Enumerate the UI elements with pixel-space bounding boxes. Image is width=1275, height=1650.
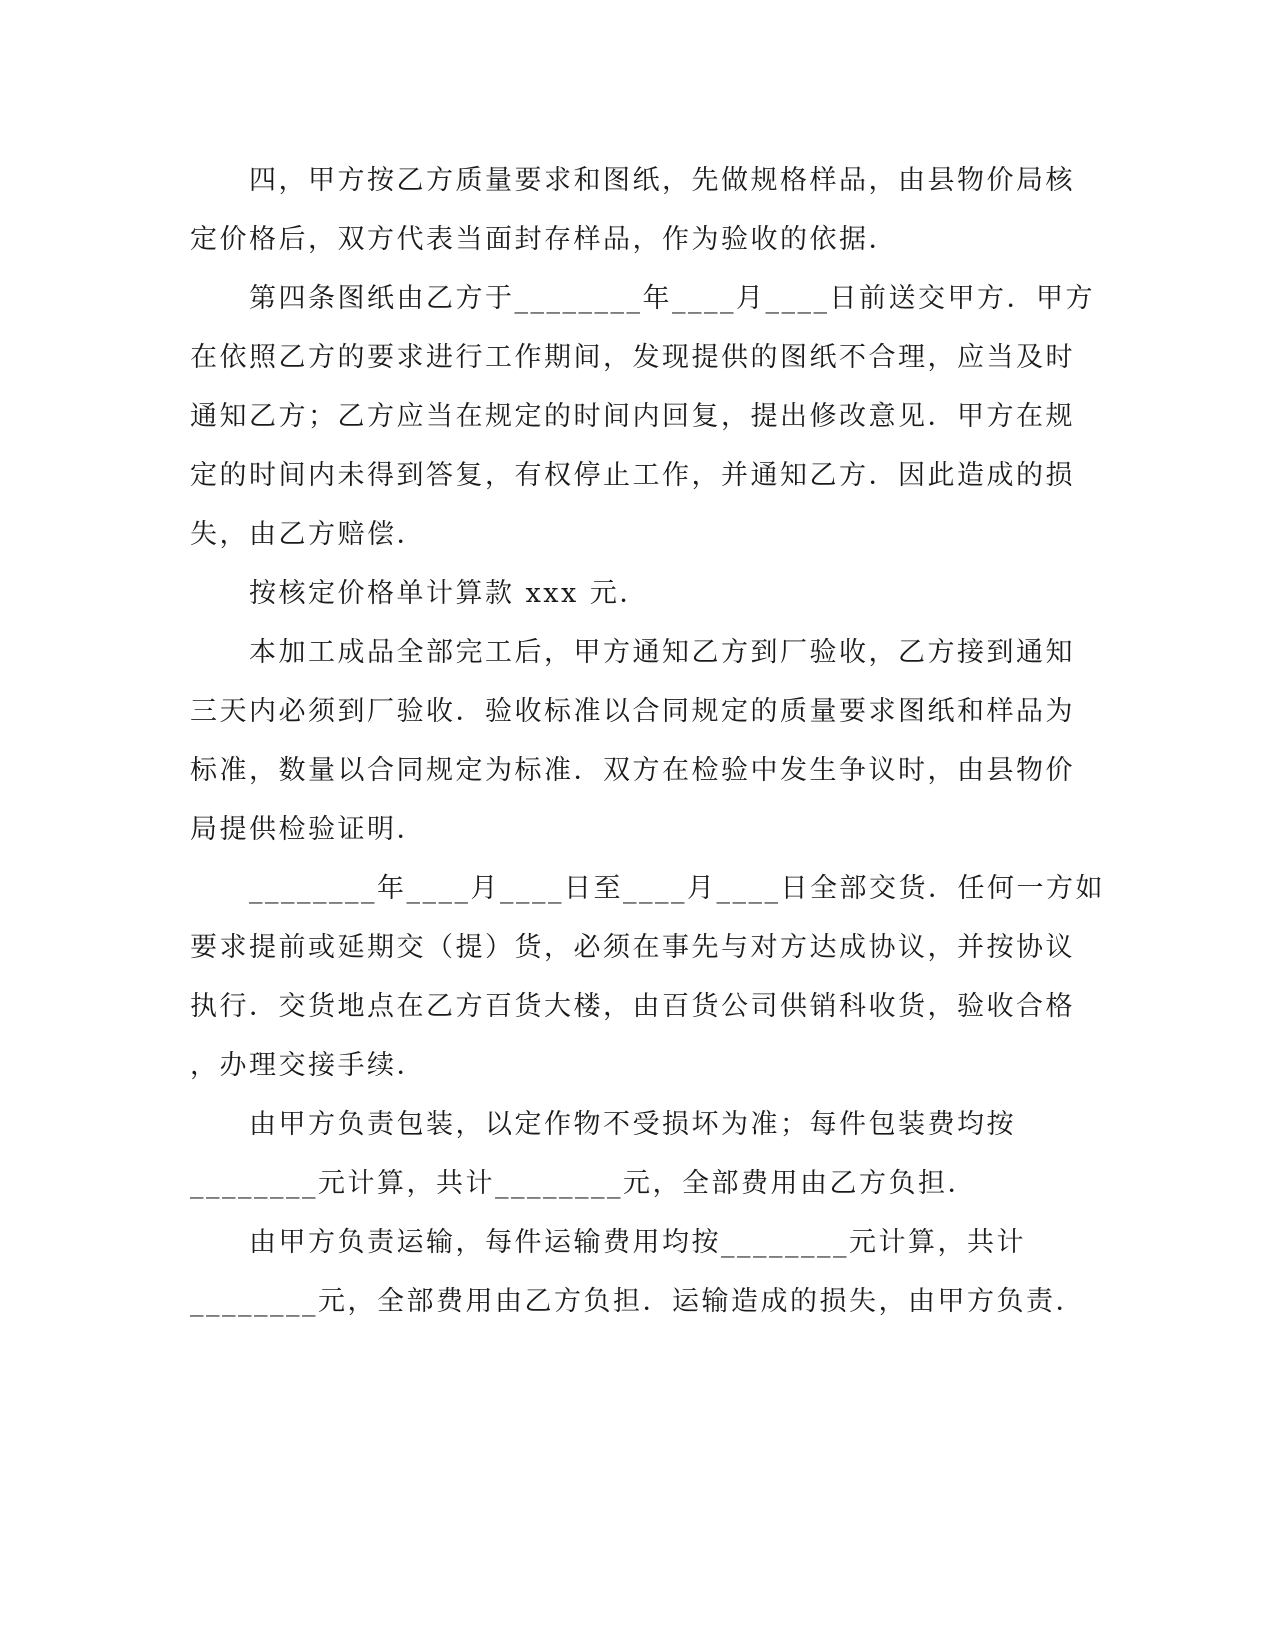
text-line: ________元计算，共计________元，全部费用由乙方负担． xyxy=(190,1168,977,1199)
text-line: 执行．交货地点在乙方百货大楼，由百货公司供销科收货，验收合格 xyxy=(190,991,1075,1022)
text-line: 在依照乙方的要求进行工作期间，发现提供的图纸不合理，应当及时 xyxy=(190,342,1075,373)
text-line: 定价格后，双方代表当面封存样品，作为验收的依据． xyxy=(190,224,898,255)
text-line: 由甲方负责包装，以定作物不受损坏为准；每件包装费均按 xyxy=(190,1109,1016,1140)
text-line: 由甲方负责运输，每件运输费用均按________元计算，共计 xyxy=(190,1227,1026,1258)
text-line: 四，甲方按乙方质量要求和图纸，先做规格样品，由县物价局核 xyxy=(190,165,1075,196)
text-line: 要求提前或延期交（提）货，必须在事先与对方达成协议，并按协议 xyxy=(190,932,1075,963)
text-line: 标准，数量以合同规定为标准．双方在检验中发生争议时，由县物价 xyxy=(190,755,1075,786)
text-line: 定的时间内未得到答复，有权停止工作，并通知乙方．因此造成的损 xyxy=(190,460,1075,491)
text-line: 三天内必须到厂验收．验收标准以合同规定的质量要求图纸和样品为 xyxy=(190,696,1075,727)
text-line: 局提供检验证明． xyxy=(190,814,426,845)
text-line: ________元，全部费用由乙方负担．运输造成的损失，由甲方负责． xyxy=(190,1286,1085,1317)
text-line: 按核定价格单计算款 xxx 元． xyxy=(190,578,649,609)
text-line: 通知乙方；乙方应当在规定的时间内回复，提出修改意见．甲方在规 xyxy=(190,401,1075,432)
text-line: ，办理交接手续． xyxy=(190,1050,426,1081)
text-line: 失，由乙方赔偿． xyxy=(190,519,426,550)
text-line: 本加工成品全部完工后，甲方通知乙方到厂验收，乙方接到通知 xyxy=(190,637,1075,668)
text-line: 第四条图纸由乙方于________年____月____日前送交甲方．甲方 xyxy=(190,283,1095,314)
text-line: ________年____月____日至____月____日全部交货．任何一方如 xyxy=(190,873,1105,904)
